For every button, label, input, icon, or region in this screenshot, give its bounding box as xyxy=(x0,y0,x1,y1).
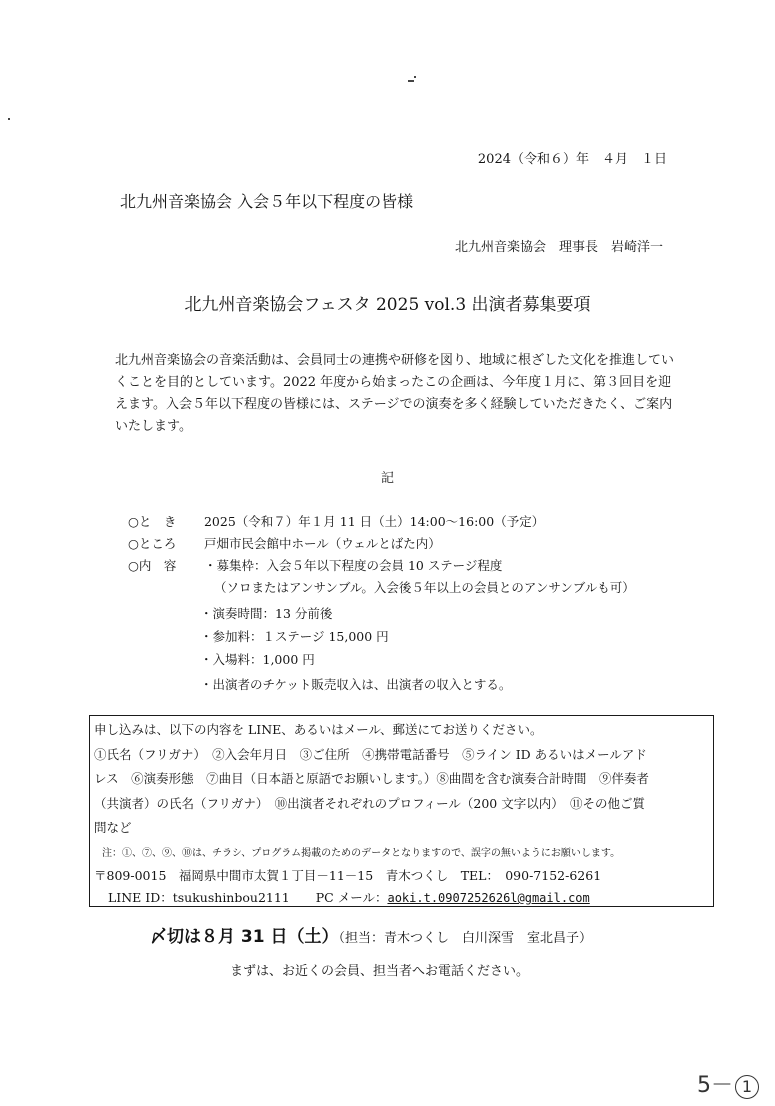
admission-fee: ・入場料：1,000 円 xyxy=(200,652,315,667)
detail-label-content: ○内 容 xyxy=(128,558,177,573)
handwritten-page-number xyxy=(697,1068,759,1099)
required-items-line-4: 問など xyxy=(94,820,132,835)
detail-label-place: ○ところ xyxy=(128,536,177,551)
detail-row-place xyxy=(128,533,441,555)
document-title: 北九州音楽協会フェスタ 2025 vol.3 出演者募集要項 xyxy=(184,295,591,315)
sender: 北九州音楽協会 理事長 岩崎洋一 xyxy=(454,240,663,255)
required-items-line-3: （共演者）の氏名（フリガナ） ⑩出演者それぞれのプロフィール（200 文字以内） ⑪その他ご質 xyxy=(94,796,645,811)
participation-fee: ・参加料：１ステージ 15,000 円 xyxy=(200,629,389,644)
performance-duration: ・演奏時間：13 分前後 xyxy=(200,606,333,621)
pc-mail-address[interactable]: aoki.t.0907252626l@gmail.com xyxy=(387,891,590,905)
detail-value-date: 2025（令和７）年１月 11 日（土）14:00～16:00（予定） xyxy=(203,514,545,529)
postal-address: 〒809-0015 福岡県中間市太賀１丁目－11－15 青木つくし TEL： 090-7152-6261 xyxy=(94,868,602,883)
deadline xyxy=(150,922,592,947)
pc-mail-label: PC メール： xyxy=(315,890,388,905)
document-date: 2024（令和６）年 ４月 １日 xyxy=(477,152,667,167)
content-note: （ソロまたはアンサンブル。入会後５年以上の会員とのアンサンブルも可） xyxy=(214,580,635,595)
detail-row-date xyxy=(128,511,544,533)
contact-line xyxy=(108,888,590,906)
closing-note: まずは、お近くの会員、担当者へお電話ください。 xyxy=(230,964,530,979)
intro-paragraph: 北九州音楽協会の音楽活動は、会員同士の連携や研修を図り、地域に根ざした文化を推進していくことを目的としています。2022 年度から始まったこの企画は、今年度１月に、第３回目を迎えます。入会５年以下程度の皆様には、ステージでの演奏を多く経験していただきたく、ご案内いたします。 xyxy=(115,353,675,434)
required-items-line-1: ①氏名（フリガナ） ②入会年月日 ③ご住所 ④携帯電話番号 ⑤ライン ID あるいはメールアド xyxy=(94,747,647,762)
detail-value-place: 戸畑市民会館中ホール（ウェルとばた内） xyxy=(203,536,441,551)
detail-row-content xyxy=(128,555,502,577)
deadline-date: 〆切は８月 31 日（土） xyxy=(150,927,339,947)
line-id: LINE ID：tsukushinbou2111 xyxy=(108,890,290,905)
handnote-prefix: 5－ xyxy=(697,1073,733,1098)
addressee: 北九州音楽協会 入会５年以下程度の皆様 xyxy=(120,192,414,211)
required-items-line-2: レス ⑥演奏形態 ⑦曲目（日本語と原語でお願いします。）⑧曲間を含む演奏合計時間 ⑨伴奏者 xyxy=(94,771,649,786)
detail-label-date: ○と き xyxy=(128,514,177,529)
circled-number: 1 xyxy=(735,1075,759,1099)
application-box xyxy=(89,715,714,907)
data-note: 注：①、⑦、⑨、⑩は、チラシ、プログラム掲載のためのデータとなりますので、誤字の無いようにお願いします。 xyxy=(102,848,621,859)
application-instruction: 申し込みは、以下の内容を LINE、あるいはメール、郵送にてお送りください。 xyxy=(94,722,543,737)
ki-heading: 記 xyxy=(380,471,394,486)
ticket-revenue-note: ・出演者のチケット販売収入は、出演者の収入とする。 xyxy=(200,677,512,692)
detail-value-content: ・募集枠：入会５年以下程度の会員 10 ステージ程度 xyxy=(203,558,503,573)
deadline-contacts: （担当：青木つくし 白川深雪 室北昌子） xyxy=(338,931,593,946)
